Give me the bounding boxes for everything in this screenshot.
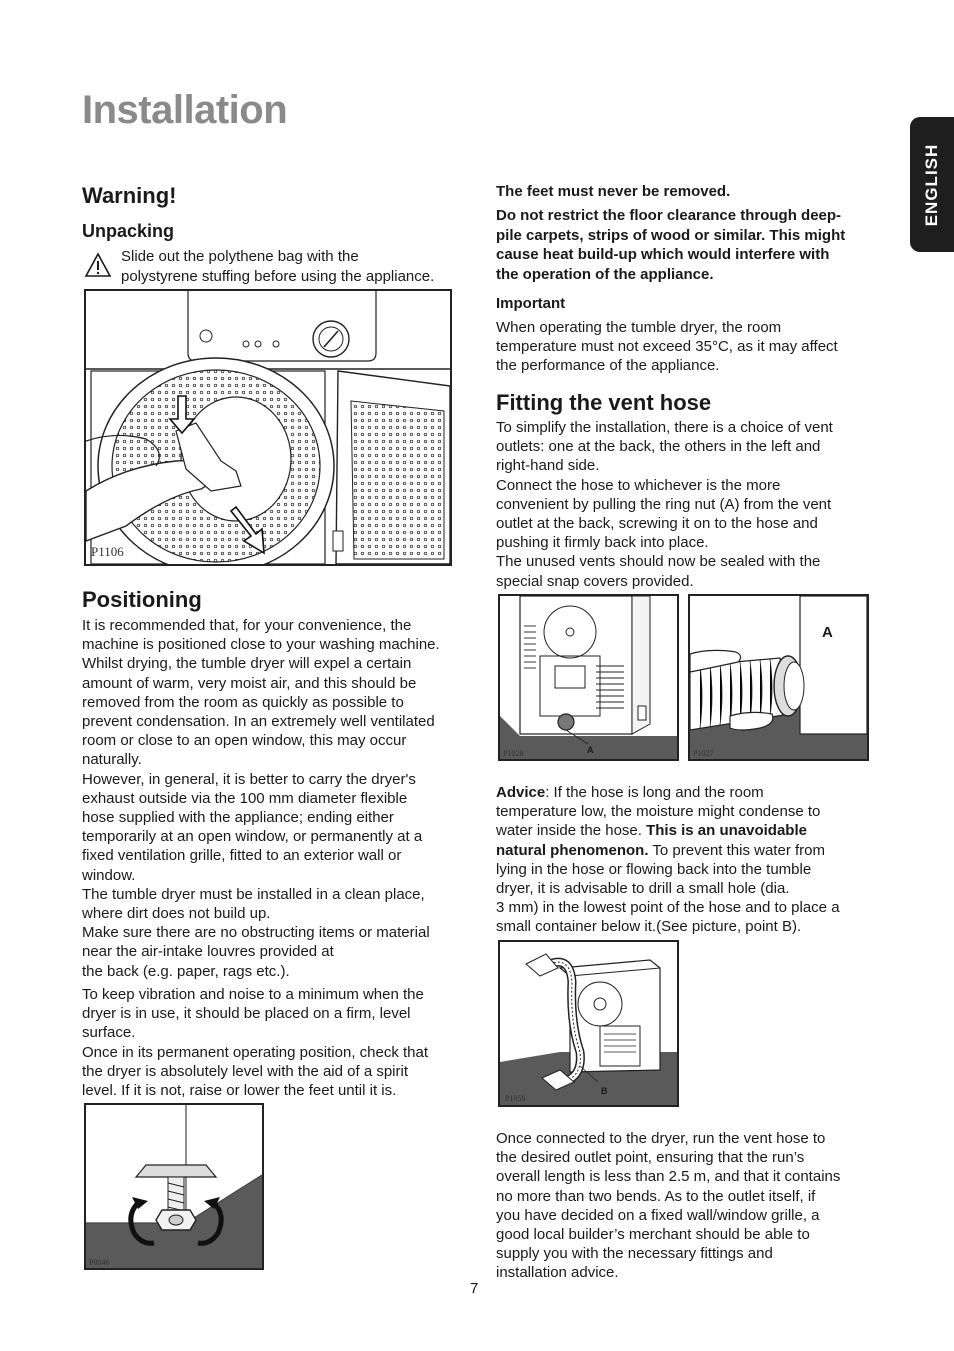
outlet-line: supply you with the necessary fittings and (496, 1245, 773, 1263)
hose-ring-nut-figure (688, 594, 869, 761)
vibration-line: To keep vibration and noise to a minimum when the (82, 986, 424, 1003)
vent-hose-heading: Fitting the vent hose (496, 390, 712, 415)
page-title: Installation (82, 88, 288, 132)
adjustable-foot-figure-code: P0046 (89, 1258, 110, 1267)
positioning-line: prevent condensation. In an extremely well ventilated (82, 713, 435, 731)
warning-triangle-icon (84, 252, 112, 278)
positioning-line: Make sure there are no obstructing items or material (82, 924, 430, 942)
vent-hose-text (496, 418, 886, 591)
hose-drain-label-b: B (601, 1086, 608, 1096)
vent-line: outlets: one at the back, the others in the left and (496, 438, 821, 456)
outlet-line: Once connected to the dryer, run the vent hose to (496, 1130, 826, 1147)
hose-drain-figure (498, 940, 679, 1107)
positioning-line: However, in general, it is better to carry the dryer's (82, 770, 416, 788)
vibration-line: level. If it is not, raise or lower the feet until it is. (82, 1082, 397, 1100)
language-tab-label: ENGLISH (922, 143, 941, 226)
unpacking-figure-code: P1106 (91, 544, 124, 559)
floor-warning-line: the operation of the appliance. (496, 265, 714, 283)
vibration-line: the dryer is absolutely level with the aid of a spirit (82, 1062, 408, 1080)
positioning-line: exhaust outside via the 100 mm diameter flexible (82, 789, 408, 807)
vent-line: convenient by pulling the ring nut (A) from the vent (496, 495, 832, 513)
unpacking-text-line-2: polystyrene stuffing before using the appliance. (121, 268, 435, 285)
vibration-text (82, 985, 462, 1100)
advice-text-segment: : If the hose is long and the room (545, 784, 764, 801)
important-heading: Important (496, 295, 566, 312)
advice-text (496, 783, 886, 937)
vent-line: outlet at the back, screwing it on to the hose and (496, 515, 818, 533)
positioning-line: near the air-intake louvres provided at (82, 943, 334, 961)
page-number: 7 (470, 1280, 479, 1297)
positioning-line: where dirt does not build up. (82, 905, 271, 923)
outlet-line: no more than two bends. As to the outlet itself, if (496, 1187, 816, 1205)
floor-warning-line: pile carpets, strips of wood or similar. This might (496, 226, 846, 244)
vibration-line: dryer is in use, it should be placed on a firm, level (82, 1005, 411, 1023)
dryer-rear-vent-figure-code: P1028 (503, 749, 524, 758)
hose-ring-nut-figure-code: P1027 (693, 749, 714, 758)
positioning-line: naturally. (82, 751, 142, 769)
floor-warning (496, 206, 886, 284)
floor-warning-line: Do not restrict the floor clearance through deep- (496, 207, 842, 224)
language-tab (910, 117, 954, 252)
outlet-line: good local builder’s merchant should be able to (496, 1226, 810, 1244)
vent-line: pushing it firmly back into place. (496, 534, 709, 552)
unpacking-heading: Unpacking (82, 221, 175, 241)
positioning-line: fixed ventilation grille, fitted to an exterior wall or (82, 847, 402, 865)
outlet-text (496, 1129, 886, 1283)
positioning-line: machine is positioned close to your washing machine. (82, 636, 440, 654)
important-line: temperature must not exceed 35°C, as it may affect (496, 338, 838, 356)
advice-line: lying in the hose or flowing back into the tumble (496, 860, 812, 878)
warning-heading: Warning! (82, 183, 177, 208)
advice-label: Advice (496, 784, 546, 801)
floor-warning-line: cause heat build-up which would interfere with (496, 246, 830, 264)
outlet-line: you have decided on a fixed wall/window grille, a (496, 1206, 820, 1224)
outlet-line: installation advice. (496, 1264, 619, 1282)
dryer-rear-vent-label-a: A (587, 745, 594, 755)
advice-line: dryer, it is advisable to drill a small hole (dia. (496, 880, 790, 898)
vibration-line: Once in its permanent operating position, check that (82, 1043, 429, 1061)
outlet-line: the desired outlet point, ensuring that the run’s (496, 1149, 805, 1167)
positioning-line: the back (e.g. paper, rags etc.). (82, 962, 290, 980)
advice-line: 3 mm) in the lowest point of the hose and to place a (496, 899, 840, 917)
advice-bold-segment: natural phenomenon. (496, 841, 649, 859)
unpacking-figure (84, 289, 452, 566)
vent-line: special snap covers provided. (496, 572, 694, 590)
important-line: When operating the tumble dryer, the room (496, 319, 782, 336)
positioning-line: hose supplied with the appliance; ending either (82, 809, 394, 827)
vent-line: Connect the hose to whichever is the more (496, 476, 781, 494)
advice-line: temperature low, the moisture might condense to (496, 803, 821, 821)
positioning-line: room or close to an open window, this may occur (82, 732, 407, 750)
advice-bold-segment: This is an unavoidable (646, 822, 807, 840)
vibration-line: surface. (82, 1024, 136, 1042)
positioning-heading: Positioning (82, 587, 202, 612)
positioning-line: window. (82, 866, 136, 884)
positioning-line: removed from the room as quickly as possible to (82, 693, 404, 711)
advice-line: small container below it.(See picture, point B). (496, 918, 802, 936)
dryer-rear-vent-figure (498, 594, 679, 761)
positioning-line: amount of warm, very moist air, and this should be (82, 674, 417, 692)
hose-drain-figure-code: P1056 (505, 1094, 526, 1103)
positioning-line: It is recommended that, for your convenience, the (82, 617, 412, 634)
positioning-line: temporarily at an open window, or permanently at a (82, 828, 423, 846)
adjustable-foot-figure (84, 1103, 264, 1270)
outlet-line: overall length is less than 2.5 m, and that it contains (496, 1168, 841, 1186)
feet-warning: The feet must never be removed. (496, 183, 731, 200)
important-text (496, 318, 886, 376)
vent-line: The unused vents should now be sealed with the (496, 553, 821, 571)
vent-line: right-hand side. (496, 457, 600, 475)
positioning-line: Whilst drying, the tumble dryer will expel a certain (82, 655, 412, 673)
advice-text-segment: To prevent this water from (648, 841, 825, 859)
hose-ring-nut-label-a: A (822, 624, 833, 641)
advice-text-segment: water inside the hose. (496, 822, 647, 840)
important-line: the performance of the appliance. (496, 357, 720, 375)
unpacking-text-line-1: Slide out the polythene bag with the (121, 248, 359, 265)
positioning-line: The tumble dryer must be installed in a clean place, (82, 885, 425, 903)
positioning-text (82, 616, 462, 981)
vent-line: To simplify the installation, there is a choice of vent (496, 419, 833, 436)
